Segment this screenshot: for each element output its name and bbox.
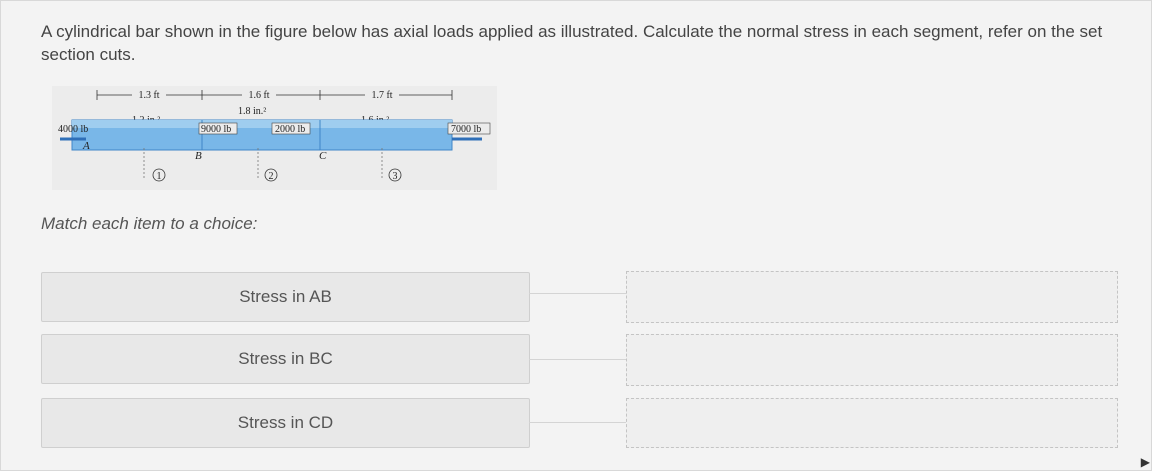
length-cd: 1.7 ft — [371, 90, 393, 101]
point-b: B — [195, 150, 202, 162]
connector-line — [529, 359, 626, 360]
length-bc: 1.6 ft — [248, 90, 270, 101]
svg-text:1: 1 — [156, 171, 162, 182]
load-9000: 9000 lb — [201, 124, 232, 135]
svg-text:2: 2 — [268, 171, 274, 182]
drop-zone-3[interactable] — [626, 398, 1118, 448]
point-a: A — [83, 140, 90, 152]
svg-text:3: 3 — [392, 171, 398, 182]
load-2000: 2000 lb — [275, 124, 306, 135]
load-7000: 7000 lb — [451, 124, 482, 135]
match-item-label: Stress in CD — [237, 413, 334, 432]
length-ab: 1.3 ft — [138, 90, 160, 101]
bar-figure — [52, 86, 497, 190]
question-text: A cylindrical bar shown in the figure below has axial loads applied as illustrated. Calculate the normal stress in each segment, refer on the set section cuts. — [41, 22, 1103, 64]
connector-line — [529, 293, 626, 294]
drop-zone-2[interactable] — [626, 334, 1118, 386]
match-item-stress-cd[interactable] — [41, 398, 530, 448]
point-c: C — [319, 150, 327, 162]
drop-zone-1[interactable] — [626, 271, 1118, 323]
match-item-label: Stress in BC — [238, 349, 333, 368]
match-item-stress-ab[interactable] — [41, 272, 530, 322]
connector-line — [529, 422, 626, 423]
match-item-label: Stress in AB — [239, 287, 332, 306]
arrow-cursor-icon: ▶ — [1140, 455, 1150, 469]
match-instruction: Match each item to a choice: — [41, 214, 258, 233]
load-4000: 4000 lb — [58, 124, 89, 135]
match-item-stress-bc[interactable] — [41, 334, 530, 384]
area-bc: 1.8 in.² — [238, 106, 267, 117]
